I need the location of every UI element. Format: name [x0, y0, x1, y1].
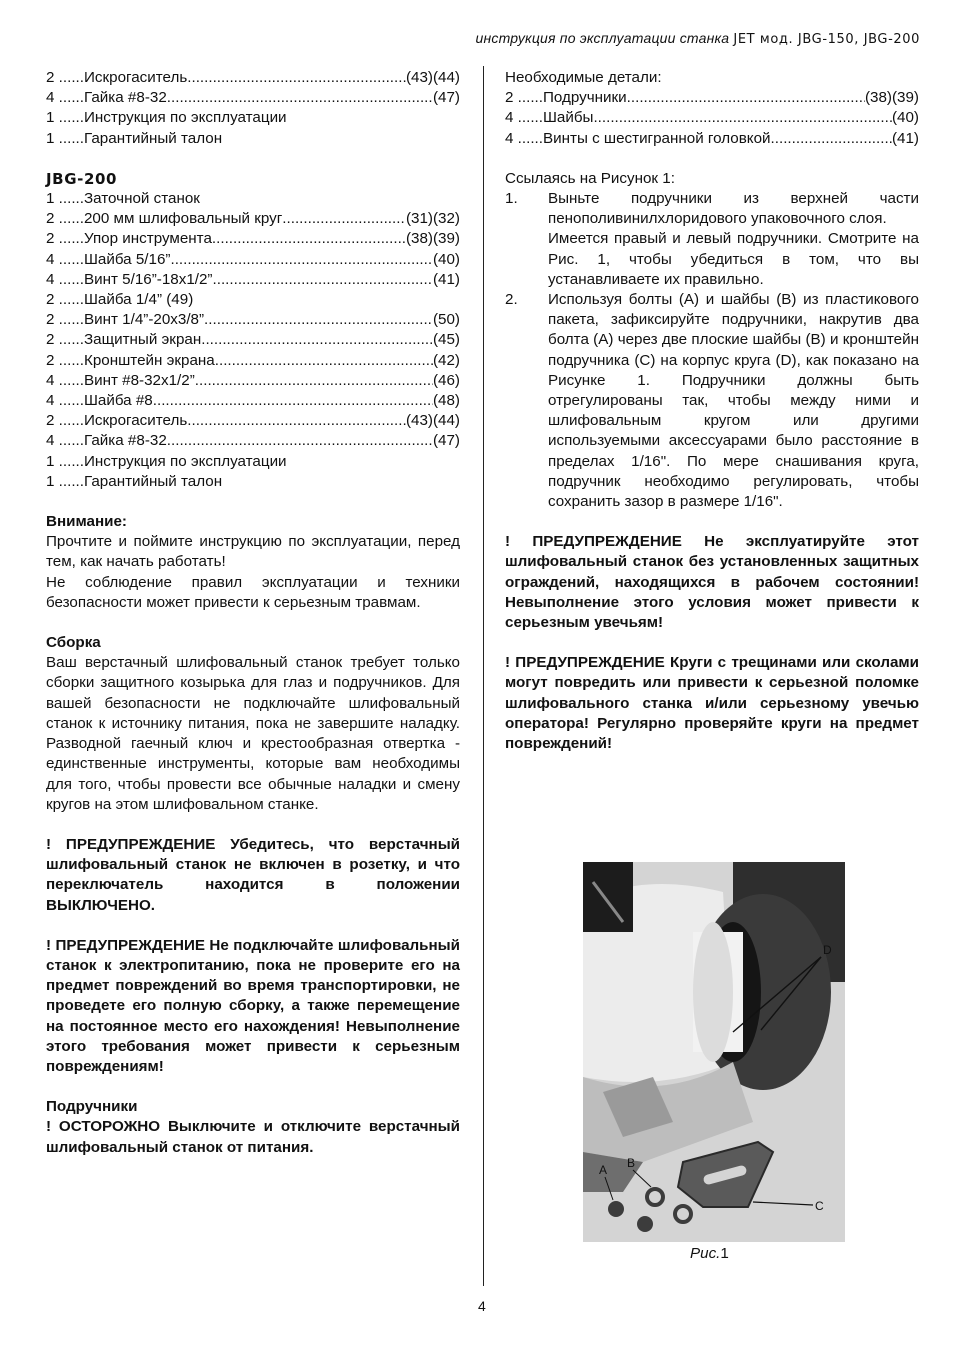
item-name: Инструкция по эксплуатации: [83, 452, 287, 470]
warning-guards: ! ПРЕДУПРЕЖДЕНИЕ Не эксплуатируйте этот шлифовальный станок без установленных защитных ограждений, находящихся в рабочем состоянии! Невыполнение этого условия может привести к серьезным увечьям!: [505, 533, 919, 632]
item-quantity: 2 ......: [46, 412, 84, 430]
parts-list-item: [505, 129, 919, 149]
attention-title: Внимание:: [46, 513, 127, 531]
parts-list-item: [46, 452, 460, 472]
parts-list-item: [46, 351, 460, 371]
leader-dots: [593, 108, 892, 128]
item-quantity: 4 ......: [46, 250, 84, 268]
figure-1-grinder-photo: [583, 862, 845, 1242]
parts-list-item: [46, 371, 460, 391]
item-name: Искрогаситель: [83, 69, 188, 86]
leader-dots: [204, 310, 433, 330]
leader-dots: [215, 351, 433, 371]
item-quantity: 1 ......: [46, 109, 84, 127]
leader-dots: [212, 229, 406, 249]
parts-list-item: [46, 129, 460, 149]
item-quantity: 4 ......: [46, 270, 84, 288]
leader-dots: [627, 88, 865, 108]
parts-list-item: [46, 391, 460, 411]
attention-text-1: Прочтите и поймите инструкцию по эксплуатации, перед тем, как начать работать!: [46, 533, 460, 571]
leader-dots: [170, 250, 433, 270]
item-quantity: 2 ......: [46, 331, 84, 349]
leader-dots: [213, 270, 433, 290]
header-prefix: инструкция по эксплуатации станка: [475, 30, 730, 46]
parts-list-item: [46, 88, 460, 108]
figure-reference-intro: Ссылаясь на Рисунок 1:: [505, 169, 675, 187]
item-name: Гарантийный талон: [83, 472, 223, 490]
step-note: Имеется правый и левый подручники. Смотрите на Рис. 1, чтобы убедиться в том, что вы устанавливаете их правильно.: [548, 230, 919, 288]
leader-dots: [167, 431, 433, 451]
bolt-a: [608, 1201, 624, 1217]
running-header: [476, 30, 920, 47]
step-1: [505, 189, 919, 290]
assembly-title: Сборка: [46, 634, 101, 652]
item-figure-ref: (43)(44): [405, 69, 460, 86]
leader-dots: [195, 371, 433, 391]
item-figure-ref: (38)(39): [864, 89, 919, 107]
item-quantity: 1 ......: [46, 472, 84, 490]
parts-list-item: [46, 330, 460, 350]
item-name: Инструкция по эксплуатации: [83, 109, 287, 127]
caution-unplug: ! ОСТОРОЖНО Выключите и отключите верстачный шлифовальный станок от питания.: [46, 1118, 460, 1156]
leader-dots: [187, 68, 406, 88]
leader-dots: [187, 411, 406, 431]
figure-caption-word: Рис.: [690, 1245, 721, 1262]
parts-list-item: [46, 310, 460, 330]
item-name: Кронштейн экрана: [83, 351, 215, 369]
leader-dots: [771, 129, 892, 149]
leader-dots: [201, 330, 433, 350]
item-quantity: 2 ......: [46, 230, 84, 248]
item-name: Винт 1/4”-20x3/8”: [83, 311, 205, 329]
item-figure-ref: (46): [432, 371, 460, 389]
item-quantity: 2 ......: [46, 291, 84, 309]
item-quantity: 1 ......: [46, 452, 84, 470]
item-quantity: 2 ......: [46, 311, 84, 329]
assembly-text: Ваш верстачный шлифовальный станок требует только сборки защитного козырька для глаз и подручников. Для вашей безопасности не подключайте шлифовальный станок к источнику питания, пока не завершите наладку. Разводной гаечный ключ и крестообразная отвертка - единственные инструменты, которые вам необходимы для того, чтобы провести все обычные наладки и смену кругов на этом шлифовальном станке.: [46, 654, 460, 813]
label-a: A: [599, 1163, 608, 1177]
label-b: B: [627, 1156, 636, 1170]
parts-list-item: [46, 209, 460, 229]
item-name: Упор инструмента: [83, 230, 212, 248]
warning-cracked-wheels: ! ПРЕДУПРЕЖДЕНИЕ Круги с трещинами или сколами могут повредить или привести к серьезной поломке шлифовального станка и/или серьезному увечью оператора! Регулярно проверяйте круги на предмет повреждений!: [505, 654, 919, 753]
parts-list-jbg200: [46, 189, 460, 492]
item-figure-ref: (40): [891, 109, 919, 127]
item-name: Защитный экран: [83, 331, 202, 349]
grinder-illustration: [583, 862, 845, 1242]
item-quantity: 4 ......: [46, 371, 84, 389]
parts-list-item: [46, 250, 460, 270]
item-name: Шайба 5/16”: [83, 250, 171, 268]
item-quantity: 4 ......: [505, 109, 543, 127]
item-name: Подручники: [542, 89, 627, 107]
item-figure-ref: (43)(44): [405, 412, 460, 430]
item-name: Шайба #8: [83, 392, 153, 410]
column-divider: [483, 66, 484, 1286]
item-quantity: 4 ......: [46, 89, 84, 107]
parts-list-item: [46, 189, 460, 209]
item-figure-ref: (42): [432, 351, 460, 369]
left-column: [46, 68, 460, 1158]
attention-text-2: Не соблюдение правил эксплуатации и техники безопасности может привести к серьезным травмам.: [46, 573, 460, 611]
step-2: [505, 290, 919, 512]
item-name: Шайба 1/4” (49): [83, 291, 194, 309]
label-d: D: [823, 943, 832, 957]
item-figure-ref: (47): [432, 89, 460, 107]
leader-dots: [282, 209, 406, 229]
parts-list-item: [46, 229, 460, 249]
item-figure-ref: (48): [432, 392, 460, 410]
item-figure-ref: (50): [432, 311, 460, 329]
item-name: Гайка #8-32: [83, 89, 167, 107]
item-name: 200 мм шлифовальный круг: [83, 210, 283, 228]
item-figure-ref: (47): [432, 432, 460, 450]
step-text: Используя болты (A) и шайбы (B) из пластикового пакета, зафиксируйте подручники, накрутив два болта (A) через две плоские шайбы (B) и кронштейн подручника (C) на корпус круга (D), как показано на Рисунке 1. Подручники должны быть отрегулированы так, чтобы между ними и шлифовальным кругом или другими используемыми аксессуарами было расстояние в пределах 1/16". По мере снашивания круга, подручник необходимо регулировать, чтобы сохранить зазор в размере 1/16".: [548, 291, 919, 511]
leader-dots: [153, 391, 433, 411]
item-name: Винт 5/16”-18x1/2”: [83, 270, 213, 288]
item-figure-ref: (38)(39): [405, 230, 460, 248]
item-quantity: 1 ......: [46, 190, 84, 208]
step-number: 1.: [505, 190, 518, 208]
parts-list-jbg150-tail: [46, 68, 460, 149]
label-c: C: [815, 1199, 824, 1213]
parts-list-item: [46, 270, 460, 290]
right-column: [505, 68, 919, 754]
warning-power-off: ! ПРЕДУПРЕЖДЕНИЕ Убедитесь, что верстачный шлифовальный станок не включен в розетку, и что переключатель находится в положении ВЫКЛЮЧЕНО.: [46, 835, 460, 914]
item-name: Винт #8-32x1/2”: [83, 371, 195, 389]
header-model: JET мод. JBG-150, JBG-200: [733, 32, 920, 47]
item-figure-ref: (41): [891, 129, 919, 147]
step-text: Выньте подручники из верхней части пенополивинилхлоридового упаковочного слоя.: [548, 190, 919, 228]
figure-caption: [690, 1245, 729, 1262]
item-quantity: 2 ......: [46, 351, 84, 369]
item-name: Гайка #8-32: [83, 432, 167, 450]
step-number: 2.: [505, 291, 518, 309]
item-name: Искрогаситель: [83, 412, 188, 430]
item-quantity: 4 ......: [46, 432, 84, 450]
warning-no-connect: ! ПРЕДУПРЕЖДЕНИЕ Не подключайте шлифовальный станок к электропитанию, пока не проверите его на предмет повреждений во время транспортировки, не проведете его полную сборку, а также перемещение на постоянное место его нахождения! Невыполнение этого требования может привести к серьезным повреждениям!: [46, 936, 460, 1075]
item-figure-ref: (41): [432, 270, 460, 288]
parts-list-item: [46, 68, 460, 88]
item-figure-ref: (31)(32): [405, 210, 460, 228]
item-figure-ref: (45): [432, 331, 460, 349]
item-name: Шайбы: [542, 109, 594, 127]
parts-list-item: [46, 411, 460, 431]
item-quantity: 2 ......: [46, 210, 84, 228]
parts-list-item: [46, 431, 460, 451]
needed-parts-title: Необходимые детали:: [505, 69, 662, 86]
parts-list-item: [46, 108, 460, 128]
tool-rests-title: Подручники: [46, 1098, 138, 1116]
item-name: Заточной станок: [83, 190, 200, 208]
page-number: 4: [478, 1298, 486, 1314]
figure-caption-number: 1: [720, 1245, 729, 1262]
item-name: Винты с шестигранной головкой: [542, 129, 771, 147]
parts-list-item: [46, 472, 460, 492]
item-quantity: 2 ......: [46, 69, 84, 86]
item-quantity: 4 ......: [505, 129, 543, 147]
needed-parts-list: [505, 88, 919, 149]
item-quantity: 2 ......: [505, 89, 543, 107]
parts-list-item: [505, 108, 919, 128]
parts-list-item: [46, 290, 460, 310]
item-name: Гарантийный талон: [83, 129, 223, 147]
item-figure-ref: (40): [432, 250, 460, 268]
jbg200-title: JBG-200: [46, 169, 118, 188]
leader-dots: [167, 88, 433, 108]
item-quantity: 1 ......: [46, 129, 84, 147]
item-quantity: 4 ......: [46, 392, 84, 410]
parts-list-item: [505, 88, 919, 108]
